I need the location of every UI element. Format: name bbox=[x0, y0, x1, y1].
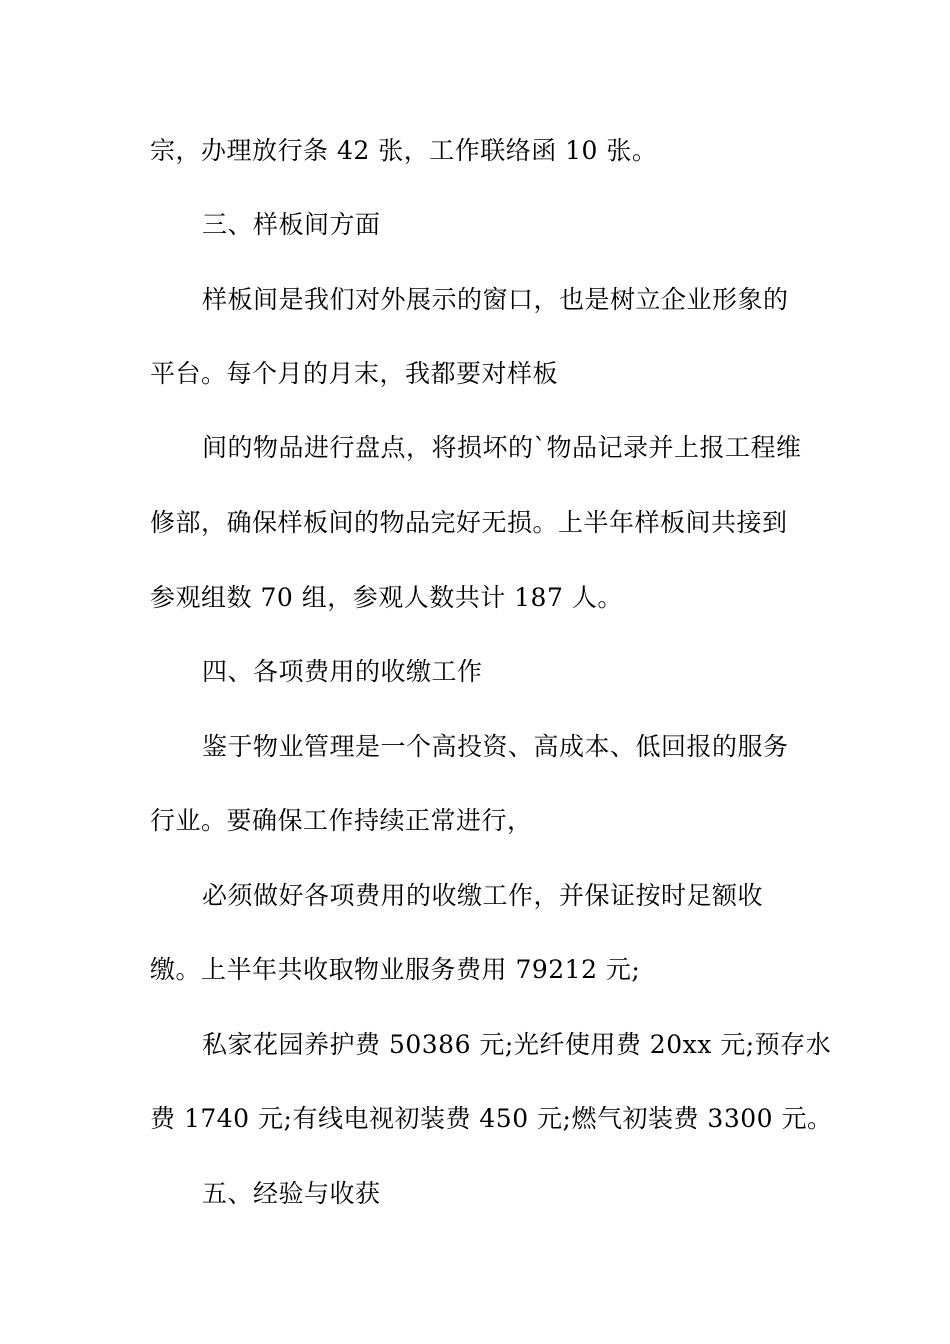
section-heading: 五、经验与收获 bbox=[202, 1179, 381, 1208]
paragraph-line: 样板间是我们对外展示的窗口，也是树立企业形象的 bbox=[202, 285, 789, 314]
paragraph-line: 参观组数 70 组，参观人数共计 187 人。 bbox=[150, 583, 623, 612]
paragraph-line: 平台。每个月的月末，我都要对样板 bbox=[150, 359, 559, 388]
paragraph-line: 间的物品进行盘点，将损坏的`物品记录并上报工程维 bbox=[202, 433, 802, 462]
paragraph-line: 费 1740 元;有线电视初装费 450 元;燃气初装费 3300 元。 bbox=[150, 1104, 833, 1133]
section-heading: 四、各项费用的收缴工作 bbox=[202, 657, 483, 686]
paragraph-line: 私家花园养护费 50386 元;光纤使用费 20xx 元;预存水 bbox=[202, 1030, 832, 1059]
paragraph-line: 修部，确保样板间的物品完好无损。上半年样板间共接到 bbox=[150, 508, 788, 537]
paragraph-line: 必须做好各项费用的收缴工作，并保证按时足额收 bbox=[202, 881, 764, 910]
paragraph-line: 宗，办理放行条 42 张，工作联络函 10 张。 bbox=[150, 136, 658, 165]
paragraph-line: 鉴于物业管理是一个高投资、高成本、低回报的服务 bbox=[202, 732, 789, 761]
paragraph-line: 缴。上半年共收取物业服务费用 79212 元; bbox=[150, 955, 641, 984]
paragraph-line: 行业。要确保工作持续正常进行， bbox=[150, 806, 533, 835]
section-heading: 三、样板间方面 bbox=[202, 210, 381, 239]
